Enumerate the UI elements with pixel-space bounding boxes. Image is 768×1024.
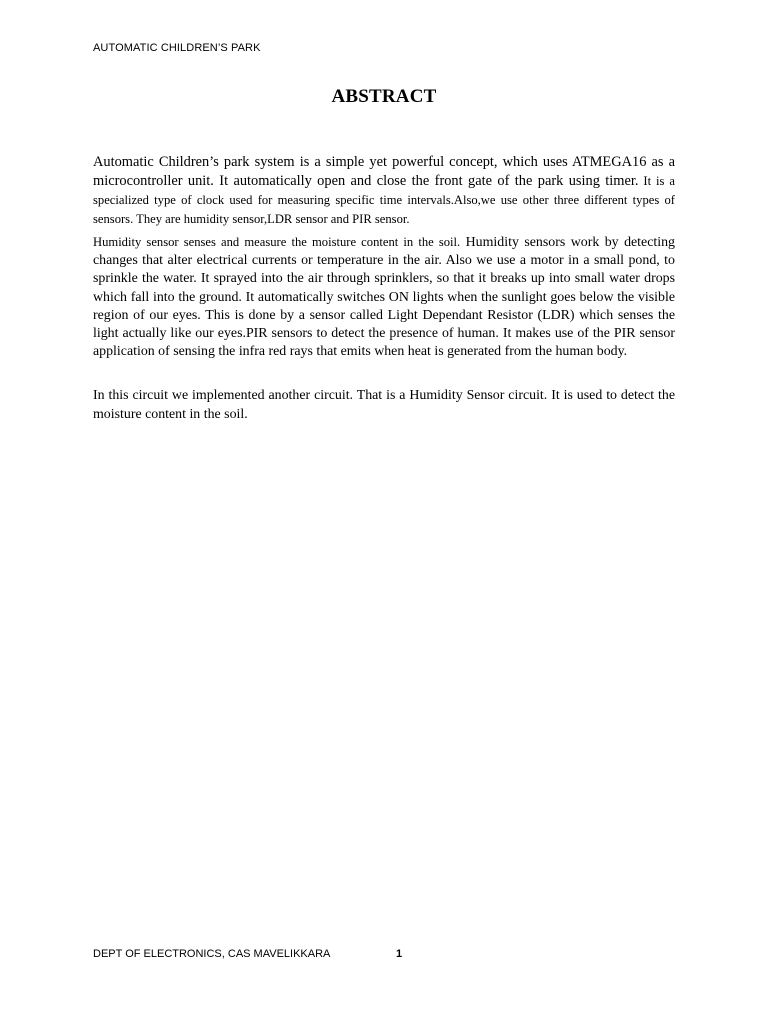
running-header: AUTOMATIC CHILDREN’S PARK [93,42,261,54]
footer-department: DEPT OF ELECTRONICS, CAS MAVELIKKARA [93,948,331,960]
abstract-paragraph-3 [93,387,675,424]
paragraph-2-text-a: Humidity sensor senses and measure the moisture content in the soil. [93,235,461,249]
abstract-paragraph-1 [93,153,675,229]
paragraph-1-text-a: Automatic Children’s park system is a simple yet powerful concept, which uses ATMEGA16 as a microcontroller unit. It automatically open and close the front gate of the park using timer. [93,154,675,189]
paragraph-1-text-b: It is a specialized type of clock used for measuring specific time intervals.Also,we use other three different types of sensors. They are humidity sensor,LDR sensor and PIR sensor. [93,174,675,226]
paragraph-2-text-b: Humidity sensors work by detecting changes that alter electrical currents or temperature in the air. Also we use a motor in a small pond, to sprinkle the water. It sprayed into the air through sprinklers, so that it breaks up into small water drops which fall into the ground. It automatically switches ON lights when the sunlight goes below the visible region of our eyes. This is done by a sensor called Light Dependant Resistor (LDR) which senses the light actually like our eyes.PIR sensors to detect the presence of human. It makes use of the PIR sensor application of sensing the infra red rays that emits when heat is generated from the human body. [93,235,675,360]
abstract-paragraph-2 [93,233,675,361]
page-number: 1 [396,948,403,960]
page-title: ABSTRACT [331,86,437,107]
paragraph-3-text: In this circuit we implemented another circuit. That is a Humidity Sensor circuit. It is used to detect the moisture content in the soil. [93,388,675,422]
